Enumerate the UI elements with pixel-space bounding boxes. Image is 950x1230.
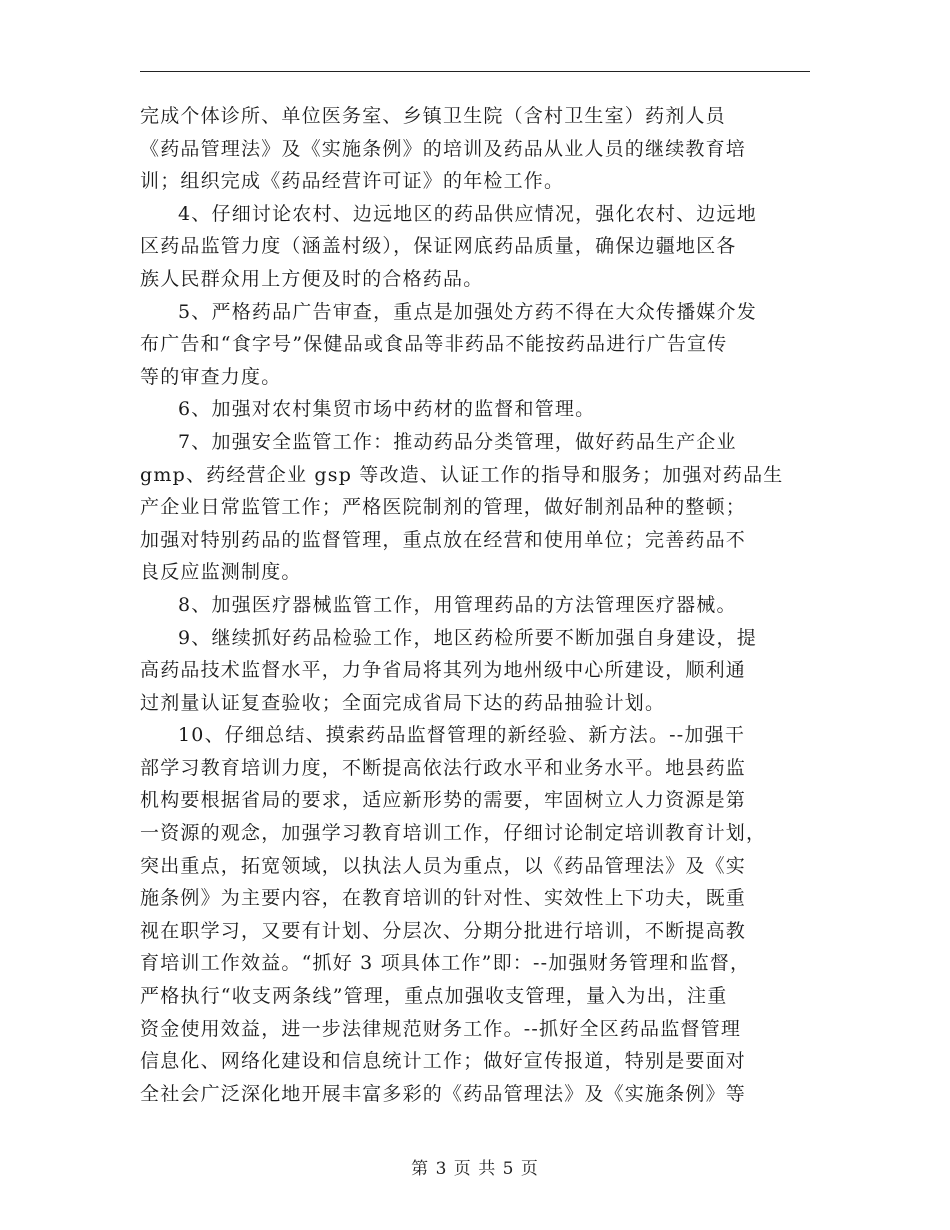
text-line: 突出重点，拓宽领域，以执法人员为重点，以《药品管理法》及《实 — [140, 854, 747, 877]
header-rule — [140, 71, 810, 72]
text-line: 7、加强安全监管工作：推动药品分类管理，做好药品生产企业 — [178, 430, 737, 453]
text-line: gmp、药经营企业 gsp 等改造、认证工作的指导和服务；加强对药品生 — [140, 463, 784, 486]
text-line: 全社会广泛深化地开展丰富多彩的《药品管理法》及《实施条例》等 — [140, 1082, 747, 1105]
text-line: 资金使用效益，进一步法律规范财务工作。--抓好全区药品监督管理 — [140, 1017, 742, 1040]
text-line: 加强对特别药品的监督管理，重点放在经营和使用单位；完善药品不 — [140, 528, 747, 551]
text-line: 10、仔细总结、摸索药品监督管理的新经验、新方法。--加强干 — [178, 724, 746, 747]
text-line: 产企业日常监管工作；严格医院制剂的管理，做好制剂品种的整顿； — [140, 496, 747, 519]
text-line: 部学习教育培训力度，不断提高依法行政水平和业务水平。地县药监 — [140, 756, 747, 779]
text-line: 族人民群众用上方便及时的合格药品。 — [140, 267, 484, 290]
text-line: 《药品管理法》及《实施条例》的培训及药品从业人员的继续教育培 — [140, 137, 747, 160]
text-line: 区药品监管力度（涵盖村级），保证网底药品质量，确保边疆地区各 — [140, 235, 737, 258]
text-line: 9、继续抓好药品检验工作，地区药检所要不断加强自身建设，提 — [178, 626, 757, 649]
text-line: 布广告和“食字号”保健品或食品等非药品不能按药品进行广告宣传 — [140, 333, 728, 356]
text-line: 过剂量认证复查验收；全面完成省局下达的药品抽验计划。 — [140, 691, 666, 714]
text-line: 高药品技术监督水平，力争省局将其列为地州级中心所建设，顺利通 — [140, 659, 747, 682]
text-line: 完成个体诊所、单位医务室、乡镇卫生院（含村卫生室）药剂人员 — [140, 105, 726, 127]
text-line: 严格执行“收支两条线”管理，重点加强收支管理，量入为出，注重 — [140, 985, 728, 1008]
text-line: 视在职学习，又要有计划、分层次、分期分批进行培训，不断提高教 — [140, 919, 747, 942]
body-text — [140, 100, 810, 1110]
text-line: 信息化、网络化建设和信息统计工作；做好宣传报道，特别是要面对 — [140, 1050, 747, 1073]
page-footer: 第 3 页 共 5 页 — [411, 1159, 539, 1179]
text-line: 6、加强对农村集贸市场中药材的监督和管理。 — [178, 398, 596, 421]
text-line: 等的审查力度。 — [140, 365, 282, 388]
text-line: 施条例》为主要内容，在教育培训的针对性、实效性上下功夫，既重 — [140, 887, 747, 910]
text-line: 4、仔细讨论农村、边远地区的药品供应情况，强化农村、边远地 — [178, 202, 757, 225]
text-line: 一资源的观念，加强学习教育培训工作，仔细讨论制定培训教育计划， — [140, 822, 767, 845]
text-line: 良反应监测制度。 — [140, 561, 302, 584]
text-line: 5、严格药品广告审查，重点是加强处方药不得在大众传播媒介发 — [178, 300, 757, 323]
text-line: 训；组织完成《药品经营许可证》的年检工作。 — [140, 170, 565, 193]
text-line: 育培训工作效益。“抓好 3 项具体工作”即：--加强财务管理和监督， — [140, 952, 751, 975]
text-line: 机构要根据省局的要求，适应新形势的需要，牢固树立人力资源是第 — [140, 789, 747, 812]
text-line: 8、加强医疗器械监管工作，用管理药品的方法管理医疗器械。 — [178, 593, 737, 616]
